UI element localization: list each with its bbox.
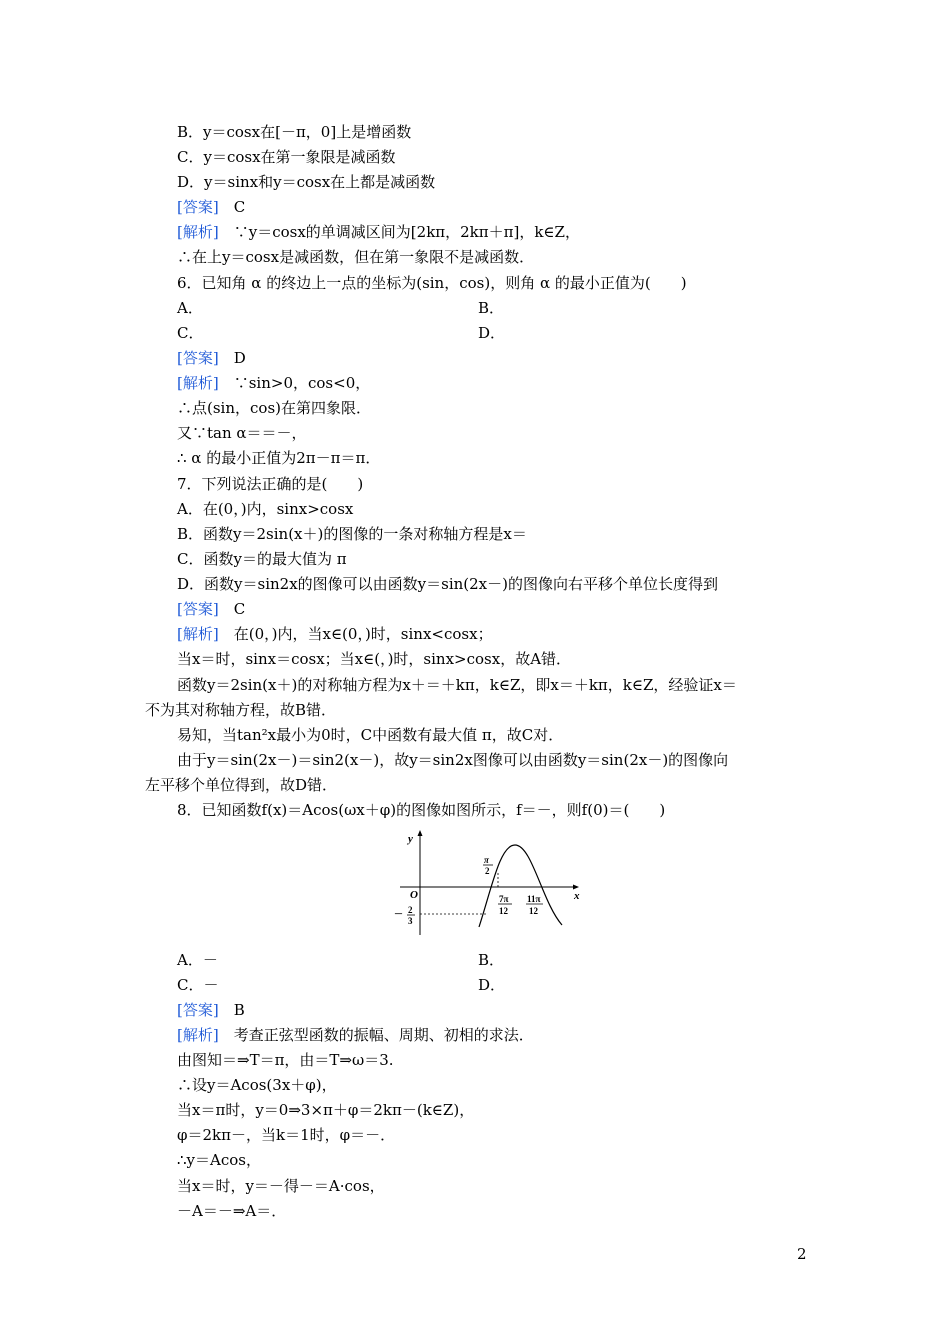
text-line: ∴设y＝Acos(3x＋φ)， bbox=[177, 1076, 337, 1094]
text-line: φ＝2kπ－，当k＝1时，φ＝－． bbox=[177, 1126, 396, 1144]
answer-tag: [答案] bbox=[177, 600, 219, 618]
answer-tag: [答案] bbox=[177, 1001, 219, 1019]
option-a: A．－ bbox=[177, 951, 218, 969]
tick-pi-2-num: π bbox=[484, 855, 489, 865]
option-c: C．－ bbox=[177, 976, 219, 994]
option-d: D． bbox=[478, 976, 506, 994]
answer-line: [答案] C bbox=[177, 198, 246, 216]
option-b: B． bbox=[478, 299, 505, 317]
question-6: 6．已知角 α 的终边上一点的坐标为(sin，cos)，则角 α 的最小正值为( ) bbox=[177, 274, 687, 292]
origin-label: O bbox=[410, 889, 418, 901]
option-d: D．函数y＝sin2x的图像可以由函数y＝sin(2x－)的图像向右平移个单位长度得到 bbox=[177, 575, 718, 593]
text-line: 函数y＝2sin(x＋)的对称轴方程为x＋＝＋kπ，k∈Z，即x＝＋kπ，k∈Z，经验证x＝ bbox=[177, 676, 737, 694]
analysis-tag: [解析] bbox=[177, 1026, 219, 1044]
analysis-line: [解析] ∵y＝cosx的单调减区间为[2kπ，2kπ＋π]，k∈Z， bbox=[177, 223, 580, 241]
option-d: D． bbox=[478, 324, 506, 342]
option-c: C．y＝cosx在第一象限是减函数 bbox=[177, 148, 396, 166]
analysis-tag: [解析] bbox=[177, 625, 219, 643]
tick-7pi-12-num: 7π bbox=[499, 894, 509, 904]
text-line: 当x＝时，y＝－得－＝A·cos， bbox=[177, 1177, 385, 1195]
text-line: ∴ α 的最小正值为2π－π＝π． bbox=[177, 449, 381, 467]
text-line: ∴y＝Acos， bbox=[177, 1151, 261, 1169]
y-axis-label: y bbox=[408, 833, 413, 845]
option-c: C．函数y＝的最大值为 π bbox=[177, 550, 347, 568]
text-line: 当x＝π时，y＝0⇒3×π＋φ＝2kπ－(k∈Z)， bbox=[177, 1101, 475, 1119]
x-axis-arrow bbox=[573, 885, 579, 890]
question-8: 8．已知函数f(x)＝Acos(ωx＋φ)的图像如图所示，f＝－，则f(0)＝( ) bbox=[177, 801, 666, 819]
text-line: 由图知＝⇒T＝π，由＝T⇒ω＝3. bbox=[177, 1051, 394, 1069]
text-line: 不为其对称轴方程，故B错． bbox=[145, 701, 337, 719]
text-line: 又∵tan α＝＝－， bbox=[177, 424, 307, 442]
tick-11pi-12-num: 11π bbox=[527, 894, 541, 904]
page-number: 2 bbox=[797, 1245, 807, 1263]
answer-tag: [答案] bbox=[177, 198, 219, 216]
answer-line: [答案] B bbox=[177, 1001, 245, 1019]
text-line: ∴点(sin，cos)在第四象限． bbox=[177, 399, 371, 417]
x-axis-label: x bbox=[574, 890, 580, 902]
text-line: ∴在上y＝cosx是减函数，但在第一象限不是减函数． bbox=[177, 248, 535, 266]
option-b: B．y＝cosx在[－π，0]上是增函数 bbox=[177, 123, 412, 141]
tick-2-num: 2 bbox=[408, 905, 413, 915]
analysis-tag: [解析] bbox=[177, 374, 219, 392]
analysis-line: [解析] 考查正弦型函数的振幅、周期、初相的求法． bbox=[177, 1026, 534, 1044]
answer-line: [答案] D bbox=[177, 349, 246, 367]
option-c: C． bbox=[177, 324, 204, 342]
cosine-curve bbox=[479, 845, 562, 927]
option-b: B．函数y＝2sin(x＋)的图像的一条对称轴方程是x＝ bbox=[177, 525, 527, 543]
analysis-line: [解析] 在(0，)内，当x∈(0，)时，sinx<cosx； bbox=[177, 625, 493, 643]
question-7: 7．下列说法正确的是( ) bbox=[177, 475, 364, 493]
text-line: 左平移个单位得到，故D错． bbox=[145, 776, 338, 794]
analysis-tag: [解析] bbox=[177, 223, 219, 241]
option-d: D．y＝sinx和y＝cosx在上都是减函数 bbox=[177, 173, 436, 191]
y-axis-arrow bbox=[418, 830, 423, 836]
text-line: 由于y＝sin(2x－)＝sin2(x－)，故y＝sin2x图像可以由函数y＝sin(2x－)的图像向 bbox=[177, 751, 729, 769]
text-line: 当x＝时，sinx＝cosx；当x∈(，)时，sinx>cosx，故A错． bbox=[177, 650, 572, 668]
cosine-graph-figure bbox=[392, 827, 592, 942]
option-a: A．在(0，)内，sinx>cosx bbox=[177, 500, 354, 518]
answer-line: [答案] C bbox=[177, 600, 246, 618]
text-line: 易知，当tan²x最小为0时，C中函数有最大值 π，故C对． bbox=[177, 726, 564, 744]
option-b: B． bbox=[478, 951, 505, 969]
tick-7pi-12-den: 12 bbox=[499, 906, 508, 916]
tick-3-den: 3 bbox=[408, 916, 413, 926]
option-a: A． bbox=[177, 299, 203, 317]
analysis-line: [解析] ∵sin>0，cos<0， bbox=[177, 374, 371, 392]
text-line: －A＝－⇒A＝． bbox=[177, 1202, 287, 1220]
answer-tag: [答案] bbox=[177, 349, 219, 367]
tick-pi-2-den: 2 bbox=[485, 866, 490, 876]
tick-11pi-12-den: 12 bbox=[529, 906, 538, 916]
tick-neg-sign: － bbox=[394, 909, 404, 919]
